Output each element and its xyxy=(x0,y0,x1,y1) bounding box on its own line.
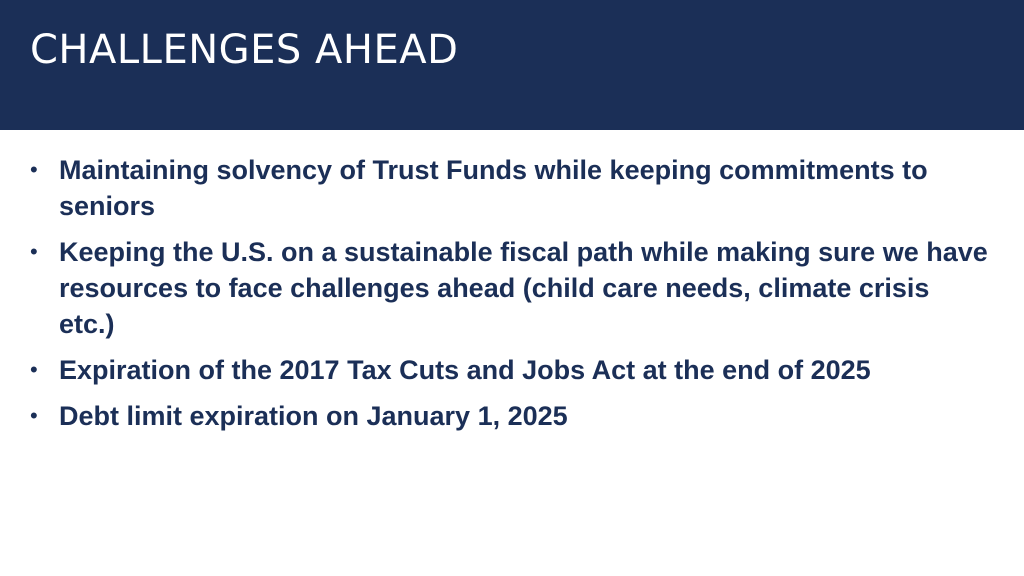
bullet-item xyxy=(30,234,990,342)
bullet-text: Expiration of the 2017 Tax Cuts and Jobs Act at the end of 2025 xyxy=(59,355,871,385)
bullet-icon: • xyxy=(30,239,38,264)
bullet-text: Debt limit expiration on January 1, 2025 xyxy=(59,401,568,431)
slide-title: CHALLENGES AHEAD xyxy=(30,27,459,73)
bullet-icon: • xyxy=(30,357,38,382)
bullet-item xyxy=(30,152,990,224)
bullet-list xyxy=(30,152,990,444)
bullet-text: Keeping the U.S. on a sustainable fiscal path while making sure we have resources to face challenges ahead (child care needs, climate crisis etc.) xyxy=(59,237,988,339)
bullet-icon: • xyxy=(30,403,38,428)
bullet-icon: • xyxy=(30,157,38,182)
bullet-text: Maintaining solvency of Trust Funds while keeping commitments to seniors xyxy=(59,155,928,221)
title-banner xyxy=(0,0,1024,130)
bullet-item xyxy=(30,352,990,388)
bullet-item xyxy=(30,398,990,434)
